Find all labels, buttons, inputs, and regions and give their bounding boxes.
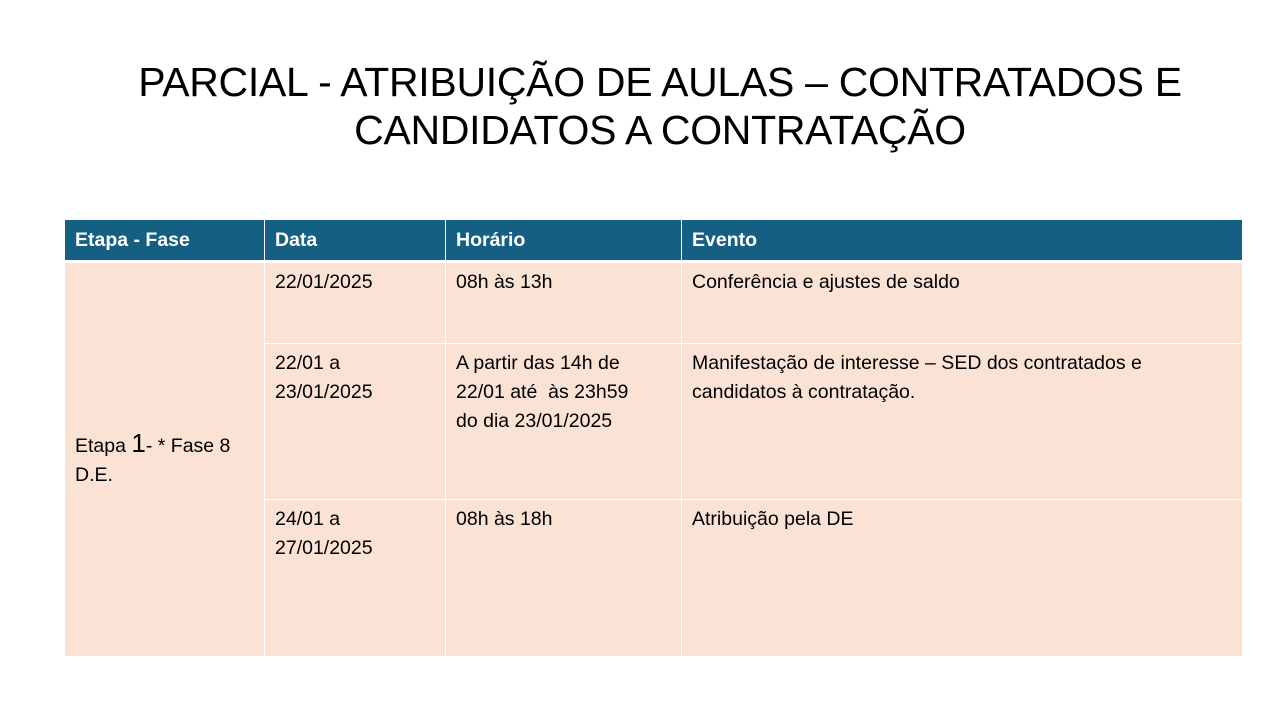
row-2-evento: Manifestação de interesse – SED dos contratados e candidatos à contratação. [682, 343, 1243, 499]
schedule-table [64, 220, 1243, 657]
slide-title [60, 58, 1260, 154]
row-1-horario-line-1: 08h às 13h [456, 270, 553, 293]
row-2-horario-line-2: 22/01 até às 23h59 [456, 380, 629, 403]
row-3-horario-line-1: 08h às 18h [456, 507, 553, 530]
row-1-data [265, 261, 446, 343]
table-header-row [65, 220, 1243, 261]
row-2-data [265, 343, 446, 499]
slide-title-line-1: PARCIAL - ATRIBUIÇÃO DE AULAS – CONTRATADOS E [138, 59, 1182, 105]
header-etapa-fase: Etapa - Fase [65, 220, 265, 261]
etapa-fase-cell [65, 261, 265, 656]
row-1-horario [446, 261, 682, 343]
row-3-evento: Atribuição pela DE [682, 499, 1243, 656]
slide-title-line-2: CANDIDATOS A CONTRATAÇÃO [354, 107, 966, 153]
row-1-evento: Conferência e ajustes de saldo [682, 261, 1243, 343]
etapa-line-2: D.E. [75, 463, 113, 486]
row-3-data-line-2: 27/01/2025 [275, 536, 373, 559]
row-3-data [265, 499, 446, 656]
header-horario: Horário [446, 220, 682, 261]
header-evento: Evento [682, 220, 1243, 261]
row-3-horario [446, 499, 682, 656]
header-data: Data [265, 220, 446, 261]
table-row [65, 261, 1243, 343]
etapa-number: 1 [131, 427, 146, 458]
row-3-data-line-1: 24/01 a [275, 507, 341, 530]
row-2-horario-line-1: A partir das 14h de [456, 351, 620, 374]
row-2-horario-line-3: do dia 23/01/2025 [456, 409, 613, 432]
row-2-data-line-1: 22/01 a [275, 351, 341, 374]
etapa-prefix: Etapa [75, 434, 132, 457]
row-2-horario [446, 343, 682, 499]
row-2-data-line-2: 23/01/2025 [275, 380, 373, 403]
etapa-suffix: - * Fase 8 [145, 434, 231, 457]
row-1-data-line-1: 22/01/2025 [275, 270, 373, 293]
